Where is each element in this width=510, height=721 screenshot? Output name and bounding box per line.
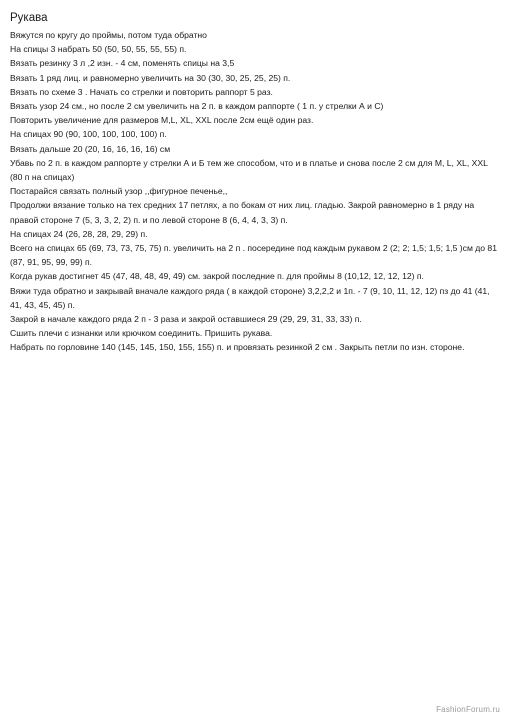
text-line: Вязать по схеме 3 . Начать со стрелки и повторить раппорт 5 раз. bbox=[10, 86, 273, 97]
document-page bbox=[10, 10, 498, 355]
text-line: Вязать узор 24 см., но после 2 см увеличить на 2 п. в каждом раппорте ( 1 п. у стрелки А и С) bbox=[10, 101, 384, 112]
text-line: Вяжутся по кругу до проймы, потом туда обратно bbox=[10, 30, 207, 40]
text-line: Вязать резинку 3 л ,2 изн. - 4 см, поменять спицы на 3,5 bbox=[10, 58, 235, 69]
text-line: Когда рукав достигнет 45 (47, 48, 48, 49, 49) см. закрой последние п. для проймы 8 (10,12, 12, 12, 12) п. bbox=[10, 271, 424, 282]
text-line: Вяжи туда обратно и закрывай вначале каждого ряда ( в каждой стороне) 3,2,2,2 и 1п. - 7 (9, 10, 11, 12, 12) пз до 41 (41, 41, 43, 45, 45) п. bbox=[10, 285, 490, 310]
text-line: Всего на спицах 65 (69, 73, 73, 75, 75) п. увеличить на 2 п . посередине под каждым рукавом 2 (2; 2; 1,5; 1,5; 1,5 )см до 81 (87, 91, 95, 99, 99) п. bbox=[10, 243, 497, 268]
text-line: Вязать дальше 20 (20, 16, 16, 16, 16) см bbox=[10, 143, 171, 154]
text-line: Вязать 1 ряд лиц. и равномерно увеличить на 30 (30, 30, 25, 25, 25) п. bbox=[10, 72, 291, 83]
text-line: Сшить плечи с изнанки или крючком соединить. Пришить рукава. bbox=[10, 328, 273, 339]
text-line: Убавь по 2 п. в каждом раппорте у стрелки А и Б тем же способом, что и в платье и снова после 2 см для M, L, XL, XXL (80 п на спицах) bbox=[10, 157, 488, 183]
text-line: Повторить увеличение для размеров M,L, XL, XXL после 2см ещё один раз. bbox=[10, 115, 314, 126]
text-line: Набрать по горловине 140 (145, 145, 150, 155, 155) п. и провязать резинкой 2 см . Закрыть петли по изн. стороне. bbox=[10, 342, 465, 353]
watermark: FashionForum.ru bbox=[436, 705, 500, 714]
text-line: Продолжи вязание только на тех средних 17 петлях, а по бокам от них лиц. гладью. Закрой равномерно в 1 ряду на правой стороне 7 (5, 3, 3, 2, 2) п. и по левой стороне 8 (6, 4, 4, 3, 3) п. bbox=[10, 200, 475, 225]
text-line: Закрой в начале каждого ряда 2 п - 3 раза и закрой оставшиеся 29 (29, 29, 31, 33, 33) п. bbox=[10, 314, 362, 325]
text-line: На спицы 3 набрать 50 (50, 50, 55, 55, 55) п. bbox=[10, 44, 187, 55]
text-line: На спицах 90 (90, 100, 100, 100, 100) п. bbox=[10, 129, 167, 140]
text-line: На спицах 24 (26, 28, 28, 29, 29) п. bbox=[10, 228, 148, 239]
document-title: Рукава bbox=[10, 12, 48, 24]
text-line: Постарайся связать полный узор ,,фигурное печенье,, bbox=[10, 186, 228, 197]
